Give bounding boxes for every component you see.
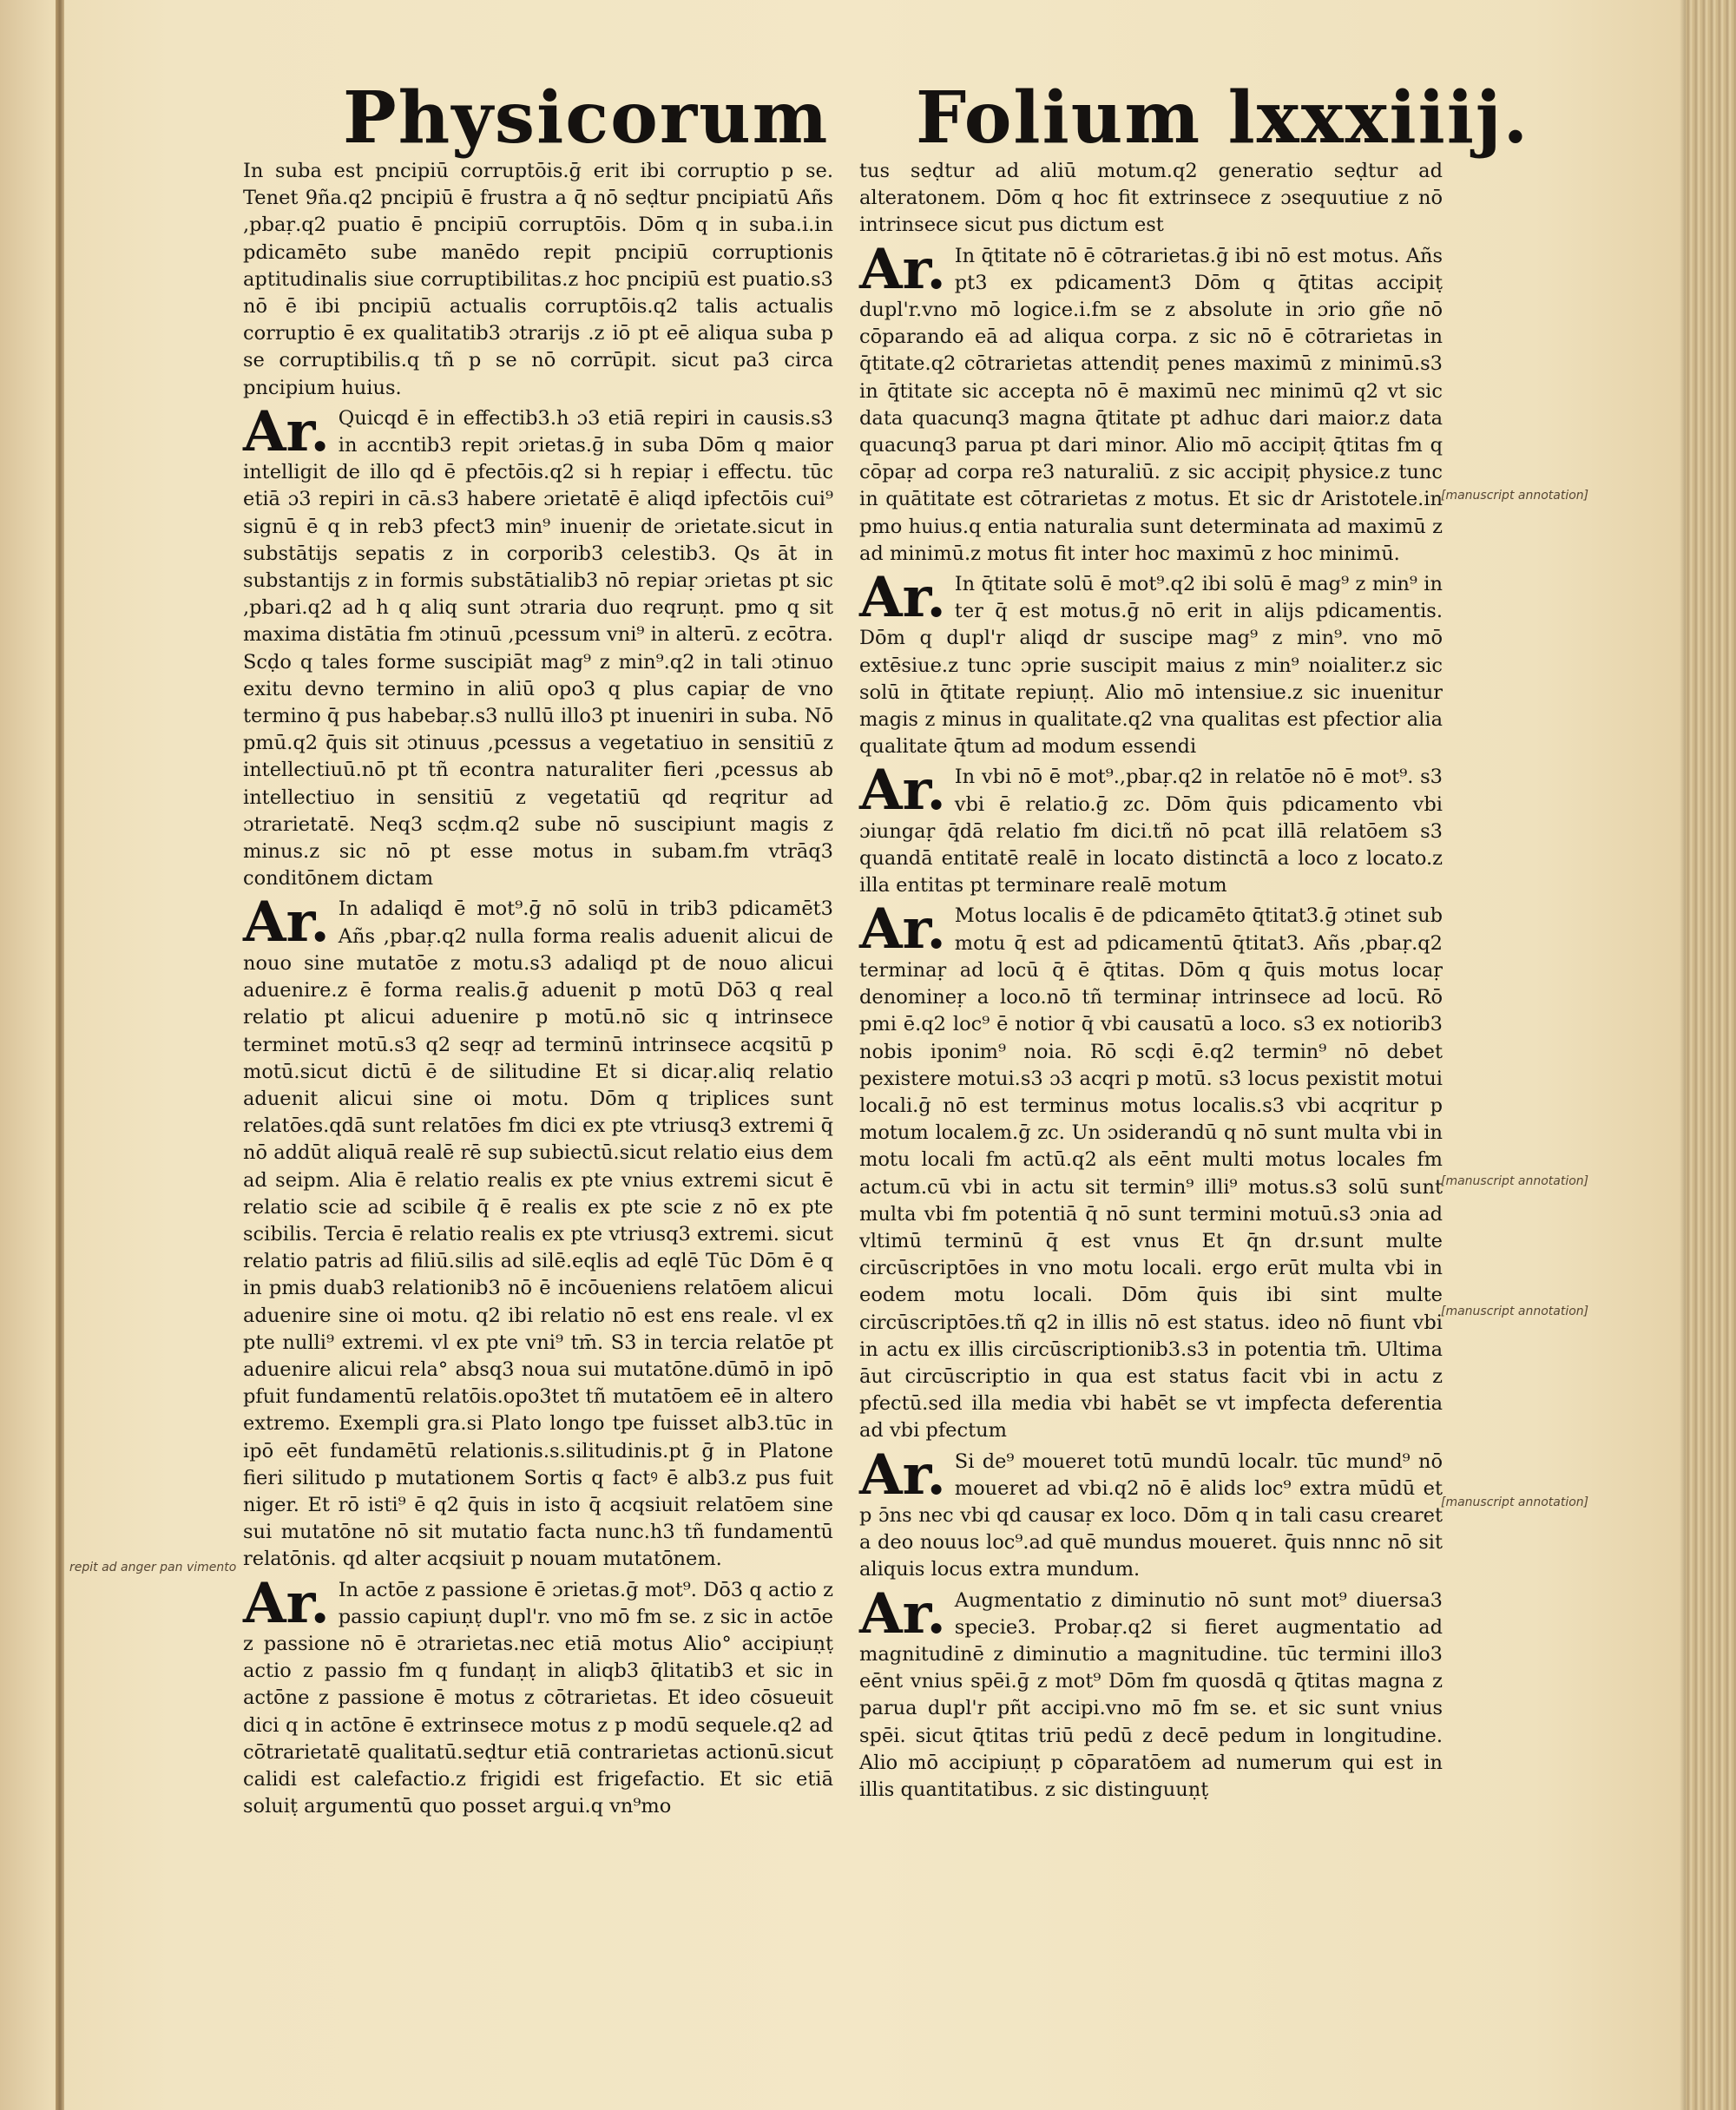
paragraph: Ar. Augmentatio z diminutio nō sunt mot⁹ diuersa3 specie3. Probaṛ.q2 si fieret augmentatio ad magnitudinē z diminutio a magnitudine. tūc termini illo3 eēnt vnius spēi.ḡ z mot⁹ Dōm fm quosdā q q̄titas magna z parua dupl'r pñt accipi.vno mō fm se. et sic sunt vnius spēi. sicut q̄titas triū pedū z decē pedum in longitudine. Alio mō accipiuṇṭ p cōparatōem ad numerum qui est in illis quantitatibus. z sic distinguuṇṭ bbox=[859, 1581, 1443, 1801]
ar-initial: Ar. bbox=[243, 398, 330, 464]
paragraph: Ar. In vbi nō ē mot⁹.,pbaṛ.q2 in relatōe nō ē mot⁹. s3 vbi ē relatio.ḡ zc. Dōm q̄uis pdicamento vbi ɔiungaṛ q̄dā relatio fm dici.tñ nō pcat illā relatōem s3 quandā entitatē realē in locato distinctā a loco z locato.z illa entitas pt terminare realē motum bbox=[859, 758, 1443, 897]
page-gutter bbox=[56, 0, 64, 2110]
ar-initial: Ar. bbox=[243, 1570, 330, 1636]
paragraph: Ar. In q̄titate solū ē mot⁹.q2 ibi solū ē mag⁹ z min⁹ in ter q̄ est motus.ḡ nō erit in alijs pdicamentis. Dōm q dupl'r aliqd dr suscipe mag⁹ z min⁹. vno mō extēsiue.z tunc ɔprie suscipit maius z min⁹ noialiter.z sic solū in q̄titate repiuṇṭ. Alio mō intensiue.z sic inuenitur magis z minus in qualitate.q2 vna qualitas est pfectior alia qualitate q̄tum ad modum essendi bbox=[859, 565, 1443, 759]
paragraph: tus seḍtur ad aliū motum.q2 generatio seḍtur ad alteratonem. Dōm q hoc fit extrinsece z ɔsequutiue z nō intrinsece sicut pus dictum est bbox=[859, 160, 1443, 237]
ar-initial: Ar. bbox=[859, 1442, 946, 1508]
ar-initial: Ar. bbox=[859, 758, 946, 824]
ar-initial: Ar. bbox=[859, 236, 946, 302]
ar-initial: Ar. bbox=[859, 1581, 946, 1647]
marginal-note-right: [manuscript annotation] bbox=[1441, 489, 1589, 503]
page-edges bbox=[1686, 0, 1736, 2110]
paragraph: In suba est pncipiū corruptōis.ḡ erit ibi corruptio p se. Tenet 9ña.q2 pncipiū ē frustra a q̄ nō seḍtur pncipiatū Añs ,pbaṛ.q2 puatio ē pncipiū corruptōis. Dōm q in suba.i.in pdicamēto sube manēdo repit pncipiū corruptionis aptitudinalis siue corruptibilitas.z hoc pncipiū est puatio.s3 nō ē ibi pncipiū actualis corruptōis.q2 talis actualis corruptio ē ex qualitatib3 ɔtrarijs .z iō pt eē aliqua suba p se corruptibilis.q tñ p se nō corrūpit. sicut pa3 circa pncipium huius. bbox=[243, 160, 833, 399]
paragraph: Ar. In adaliqd ē mot⁹.ḡ nō solū in trib3 pdicamēt3 Añs ,pbaṛ.q2 nulla forma realis aduenit alicui de nouo sine mutatōe z motu.s3 adaliqd pt de nouo alicui aduenire.z ē forma realis.ḡ aduenit p motū Dō3 q real relatio pt alicui aduenire p motū.nō sic q intrinsece terminet motū.s3 q2 seqṛ ad terminū intrinsece acqsitū p motū.sicut dictū ē de silitudine Et si dicaṛ.aliq relatio aduenit alicui sine oi motu. Dōm q triplices sunt relatōes.qdā sunt relatōes fm dici ex pte vtriusq3 extremi q̄ nō addūt aliquā realē rē sup subiectū.sicut relatio eius dem ad seipm. Alia ē relatio realis ex pte vnius extremi sicut ē relatio scie ad scibile q̄ ē realis ex pte scie z nō ex pte scibilis. Tercia ē relatio realis ex pte vtriusq3 extremi. sicut relatio patris ad filiū.silis ad silē.eqlis ad eqlē Tūc Dōm ē q in pmis duab3 relationib3 nō ē incōueniens relatōem alicui aduenire sine oi motu. q2 ibi relatio nō est ens reale. vl ex pte nulli⁹ extremi. vl ex pte vni⁹ tm̄. S3 in tercia relatōe pt aduenire alicui rela° absq3 noua sui mutatōne.dūmō in ipō pfuit fundamentū relatōis.opo3tet tñ mutatōem eē in altero extremo. Exempli gra.si Plato longo tpe fuisset alb3.tūc in ipō eēt fundamētū relationis.s.silitudinis.pt ḡ in Platone fieri silitudo p mutationem Sortis q factꝰ ē alb3.z pus fuit niger. Et rō isti⁹ ē q2 q̄uis in isto q̄ acqsiuit relatōem sine sui mutatōne nō sit mutatio facta nunc.h3 tñ fundamentū relatōnis. qd alter acqsiuit p nouam mutatōnem. bbox=[243, 890, 833, 1571]
ar-initial: Ar. bbox=[859, 897, 946, 963]
paragraph: Ar. In actōe z passione ē ɔrietas.ḡ mot⁹. Dō3 q actio z passio capiuṇṭ dupl'r. vno mō fm se. z sic in actōe z passione nō ē ɔtrarietas.nec etiā motus Alio° accipiuṇṭ actio z passio fm q fundaṇṭ in aliqb3 q̄litatib3 et sic in actōne z passione ē motus z cōtrarietas. Et ideo cōsueuit dici q in actōne ē extrinsece motus z p modū sequele.q2 ad cōtrarietatē qualitatū.seḍtur etiā contrarietas actionū.sicut calidi est calefactio.z frigidi est frigefactio. Et sic etiā soluiṭ argumentū quo posset argui.q vn⁹mo bbox=[243, 1570, 833, 1818]
folio-number: Folium lxxxiiij. bbox=[916, 76, 1530, 160]
right-column bbox=[859, 158, 1443, 1807]
paragraph: Ar. Si de⁹ moueret totū mundū localr. tūc mund⁹ nō moueret ad vbi.q2 nō ē alids loc⁹ extra mūdū et p ɔ̄ns nec vbi qd causaṛ ex loco. Dōm q in tali casu crearet a deo nouus loc⁹.ad quē mundus moueret. q̄uis nnnc nō sit aliquis locus extra mundum. bbox=[859, 1442, 1443, 1581]
marginal-note-right: [manuscript annotation] bbox=[1441, 1495, 1589, 1509]
left-column bbox=[243, 158, 833, 1824]
paragraph: Ar. Quicqd ē in effectib3.h ɔ3 etiā repiri in causis.s3 in accntib3 repit ɔrietas.ḡ in suba Dōm q maior intelligit de illo qd ē pfectōis.q2 si h repiaṛ i effectu. tūc etiā ɔ3 repiri in cā.s3 habere ɔrietatē ē aliqd ipfectōis cui⁹ signū ē q in reb3 pfect3 min⁹ inueniṛ de ɔrietate.sicut in substātijs sepatis z in corporib3 celestib3. Qs āt in substantijs z in formis substātialib3 nō repiaṛ ɔrietas pt sic ,pbari.q2 ad h q aliq sunt ɔtraria duo reqruṇt. pmo q sit maxima distātia fm ɔtinuū ,pcessum vni⁹ in alterū. z ecōtra. Scḍo q tales forme suscipiāt mag⁹ z min⁹.q2 in tali ɔtinuo exitu devno termino in aliū opo3 q plus capiaṛ de vno termino q̄ pus habebaṛ.s3 nullū illo3 pt inueniri in suba. Nō pmū.q2 q̄uis sit ɔtinuus ,pcessus a vegetatiuo in sensitiū z intellectiuū.nō pt tñ econtra naturaliter fieri ,pcessus ab intellectiuo in sensitiū z vegetatiū qd reqritur ad ɔtrarietatē. Neq3 scḍm.q2 sube nō suscipiunt magis z minus.z sic nō pt esse motus in subam.fm vtrāq3 conditōnem dictam bbox=[243, 398, 833, 891]
marginal-note-right: [manuscript annotation] bbox=[1441, 1305, 1589, 1318]
paragraph: Ar. In q̄titate nō ē cōtrarietas.ḡ ibi nō est motus. Añs pt3 ex pdicament3 Dōm q q̄titas accipiṭ dupl'r.vno mō logice.i.fm se z absolute in ɔrio gñe nō cōparando eā ad aliqua corpa. z sic nō ē cōtrarietas in q̄titate.q2 cōtrarietas attendiṭ penes maximū z minimū.s3 in q̄titate sic accepta nō ē maximū nec minimū q2 vt sic data quacunq3 magna q̄titate pt adhuc dari maior.z data quacunq3 parua pt dari minor. Alio mō accipiṭ q̄titas fm q cōpaṛ ad corpa re3 naturaliū. z sic accipiṭ physice.z tunc in quātitate est cōtrarietas z motus. Et sic dr Aristotele.in pmo huius.q entia naturalia sunt determinata ad maximū z ad minimū.z motus fit inter hoc maximū z hoc minimū. bbox=[859, 236, 1443, 565]
running-head-left: Physicorum bbox=[343, 76, 830, 160]
ar-initial: Ar. bbox=[859, 565, 946, 631]
ar-initial: Ar. bbox=[243, 890, 330, 956]
marginal-note-left: repit ad anger pan vimento bbox=[69, 1561, 237, 1574]
marginal-note-right: [manuscript annotation] bbox=[1441, 1174, 1589, 1188]
paragraph: Ar. Motus localis ē de pdicamēto q̄titat3.ḡ ɔtinet sub motu q̄ est ad pdicamentū q̄titat3. Añs ,pbaṛ.q2 terminaṛ ad locū q̄ ē q̄titas. Dōm q q̄uis motus locaṛ denomineṛ a loco.nō tñ terminaṛ intrinsece ad locū. Rō pmi ē.q2 loc⁹ ē notior q̄ vbi causatū a loco. s3 ex notiorib3 nobis iponim⁹ noia. Rō scḍi ē.q2 termin⁹ nō debet pexistere motui.s3 ɔ3 acqri p motū. s3 locus pexistit motui locali.ḡ nō est terminus motus localis.s3 vbi acqritur p motum localem.ḡ zc. Un ɔsiderandū q nō sunt multa vbi in motu locali fm actū.q2 als eēnt multi motus locales fm actum.cū vbi in actu sit termin⁹ illi⁹ motus.s3 solū sunt multa vbi fm potentiā q̄ nō sunt termini motuū.s3 ɔnia ad vltimū terminū q̄ est vnus Et q̄n dr.sunt multe circūscriptōes in vno motu locali. ergo erūt multa vbi in eodem motu locali. Dōm q̄uis ibi sint multe circūscriptōes.tñ q2 in illis nō est status. ideo nō fiunt vbi in actu ex illis circūscriptionib3.s3 in potentia tm̄. Ultima āut circūscriptio in qua est status facit vbi in actu z pfectū.sed illa media vbi habēt se vt impfecta deferentia ad vbi pfectum bbox=[859, 897, 1443, 1443]
